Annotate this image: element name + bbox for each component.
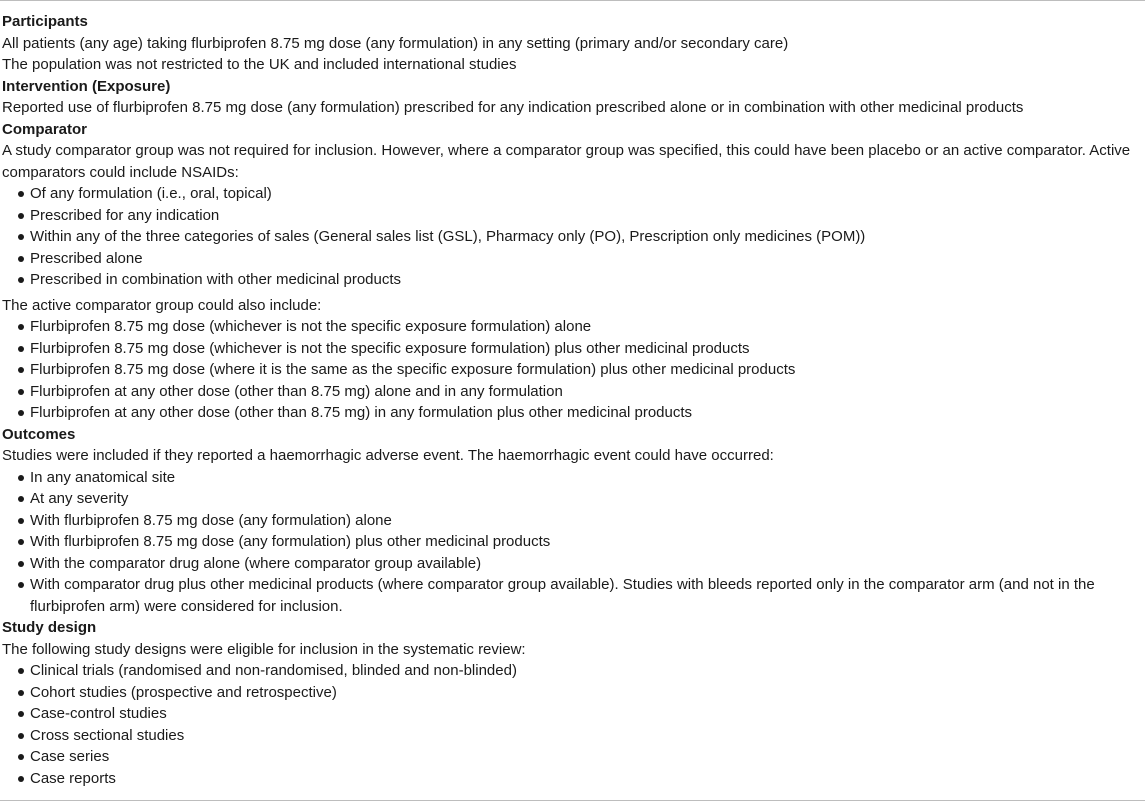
list-item-text: Case series [30,748,110,765]
bullet-icon [18,754,24,760]
list-item-text: Within any of the three categories of sales (General sales list (GSL), Pharmacy only (PO), Prescription only medicines (POM)) [30,228,866,245]
list-item [2,768,1145,790]
list-item-text: Flurbiprofen 8.75 mg dose (whichever is not the specific exposure formulation) alone [30,318,592,335]
list-item-text: Flurbiprofen at any other dose (other than 8.75 mg) in any formulation plus other medicinal products [30,404,693,421]
bullet-icon [18,277,24,283]
bullet-icon [18,256,24,262]
list-item-text: Cross sectional studies [30,726,185,744]
study-design-bullet-list [2,660,1145,789]
list-item [2,205,1145,227]
list-item [2,682,1145,704]
bullet-icon [18,234,24,240]
list-item [2,725,1145,747]
bullet-icon [18,367,24,373]
list-item [2,553,1145,575]
bullet-icon [18,191,24,197]
list-item [2,467,1145,489]
list-item-text: In any anatomical site [30,468,176,486]
participants-line-1: All patients (any age) taking flurbiprofen 8.75 mg dose (any formulation) in any setting (primary and/or secondary care) [2,34,789,52]
bullet-icon [18,410,24,416]
list-item [2,488,1145,510]
bullet-icon [18,582,24,588]
participants-section [2,11,1145,76]
bullet-icon [18,324,24,330]
bullet-icon [18,475,24,481]
list-item-text: Cohort studies (prospective and retrospective) [30,683,337,701]
list-item [2,381,1145,403]
participants-heading: Participants [2,13,88,30]
outcomes-heading: Outcomes [2,425,76,443]
outcomes-section [2,424,1145,618]
list-item [2,402,1145,424]
bullet-icon [18,213,24,219]
comparator-intro-2: The active comparator group could also include: [2,296,322,314]
list-item [2,183,1145,205]
intervention-section [2,76,1145,119]
list-item-text: With the comparator drug alone (where comparator group available) [30,554,482,572]
comparator-section [2,119,1145,424]
study-design-intro: The following study designs were eligible for inclusion in the systematic review: [2,640,526,658]
intervention-line-1: Reported use of flurbiprofen 8.75 mg dose (any formulation) prescribed for any indication prescribed alone or in combination with other medicinal products [2,99,1024,116]
list-item [2,660,1145,682]
list-item [2,746,1145,768]
comparator-bullet-list [2,183,1145,291]
list-item-text: Prescribed for any indication [30,206,220,224]
list-item-text: Prescribed in combination with other medicinal products [30,271,402,288]
bullet-icon [18,346,24,352]
list-item [2,269,1145,291]
list-item [2,531,1145,553]
intervention-heading: Intervention (Exposure) [2,77,171,95]
list-item-text: Prescribed alone [30,249,143,267]
bullet-icon [18,776,24,782]
list-item-text: Flurbiprofen 8.75 mg dose (whichever is not the specific exposure formulation) plus other medicinal products [30,339,750,357]
list-item-text: Case reports [30,769,116,787]
list-item-text: With flurbiprofen 8.75 mg dose (any formulation) plus other medicinal products [30,533,551,550]
bullet-icon [18,496,24,502]
bullet-icon [18,668,24,674]
bullet-icon [18,711,24,717]
outcomes-intro: Studies were included if they reported a haemorrhagic adverse event. The haemorrhagic event could have occurred: [2,447,774,464]
list-item-text: With comparator drug plus other medicinal products (where comparator group available). Studies with bleeds reported only in the comparator arm (and not in the flurbiprofen arm) were considered for inclusion. [30,576,1095,615]
list-item [2,703,1145,725]
bullet-icon [18,389,24,395]
list-item-text: Case-control studies [30,705,167,722]
list-item [2,574,1145,617]
list-item [2,338,1145,360]
comparator-intro: A study comparator group was not required for inclusion. However, where a comparator group was specified, this could have been placebo or an active comparator. Active comparators could include NSAIDs: [2,142,1131,181]
bullet-icon [18,733,24,739]
bullet-icon [18,539,24,545]
comparator-bullet-list-2 [2,316,1145,424]
list-item-text: Flurbiprofen 8.75 mg dose (where it is the same as the specific exposure formulation) plus other medicinal products [30,361,796,378]
list-item [2,226,1145,248]
study-design-section [2,617,1145,789]
list-item [2,510,1145,532]
list-item-text: Flurbiprofen at any other dose (other than 8.75 mg) alone and in any formulation [30,382,563,400]
study-design-heading: Study design [2,619,97,636]
list-item [2,359,1145,381]
list-item-text: At any severity [30,490,129,507]
bullet-icon [18,561,24,567]
list-item-text: Clinical trials (randomised and non-randomised, blinded and non-blinded) [30,662,517,679]
participants-line-2: The population was not restricted to the UK and included international studies [2,56,517,73]
list-item [2,316,1145,338]
list-item-text: Of any formulation (i.e., oral, topical) [30,185,272,202]
list-item [2,248,1145,270]
bullet-icon [18,690,24,696]
comparator-heading: Comparator [2,120,88,138]
bullet-icon [18,518,24,524]
outcomes-bullet-list [2,467,1145,618]
list-item-text: With flurbiprofen 8.75 mg dose (any formulation) alone [30,511,392,529]
